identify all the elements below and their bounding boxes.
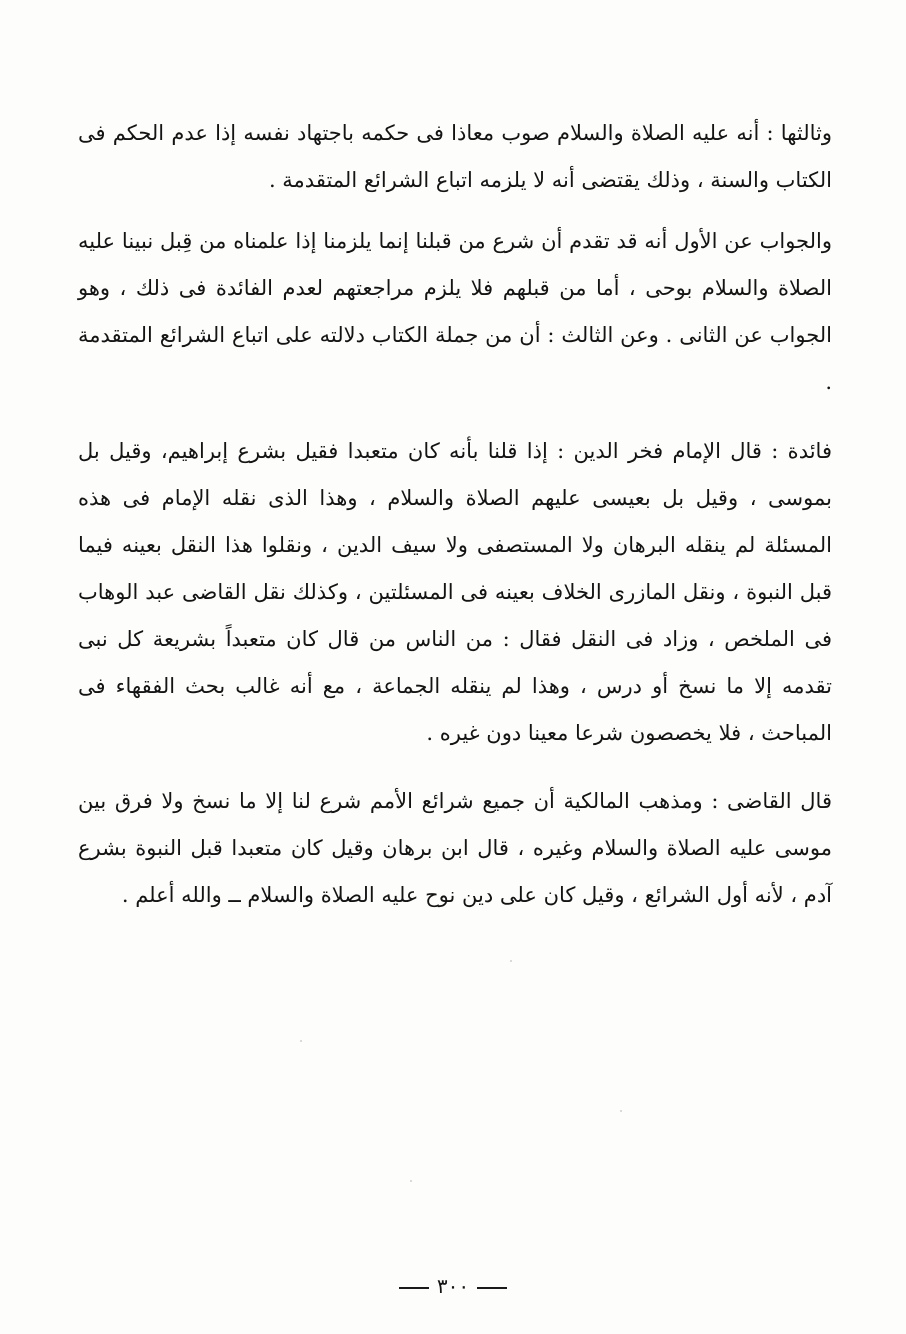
paragraph-1: وثالثها : أنه عليه الصلاة والسلام صوب معاذا فى حكمه باجتهاد نفسه إذا عدم الحكم فى الكتاب والسنة ، وذلك يقتضى أنه لا يلزمه اتباع الشرائع المتقدمة . (78, 121, 832, 192)
scan-speck (510, 960, 512, 962)
scan-speck (410, 1180, 412, 1182)
right-dash (399, 1287, 429, 1289)
page-number: ٣٠٠ (436, 1274, 470, 1298)
scan-speck (300, 1040, 302, 1042)
paragraph-3: فائدة : قال الإمام فخر الدين : إذا قلنا بأنه كان متعبدا فقيل بشرع إبراهيم، وقيل بل بموسى ، وقيل بل بعيسى عليهم الصلاة والسلام ، وهذا الذى نقله الإمام فى هذه المسئلة لم ينقله البرهان ولا المستصفى ولا سيف الدين ، ونقلوا هذا النقل بعينه فيما قبل النبوة ، ونقل المازرى الخلاف بعينه فى المسئلتين ، وكذلك نقل القاضى عبد الوهاب فى الملخص ، وزاد فى النقل فقال : من الناس من قال كان متعبداً بشريعة كل نبى تقدمه إلا ما نسخ أو درس ، وهذا لم ينقله الجماعة ، مع أنه غالب بحث الفقهاء فى المباحث ، فلا يخصصون شرعا معينا دون غيره . (78, 439, 832, 745)
left-dash (477, 1287, 507, 1289)
page-number-footer (0, 1274, 906, 1298)
paragraph-2: والجواب عن الأول أنه قد تقدم أن شرع من قبلنا إنما يلزمنا إذا علمناه من قِبل نبينا عليه الصلاة والسلام بوحى ، أما من قبلهم فلا يلزم مراجعتهم لعدم الفائدة فى ذلك ، وهو الجواب عن الثانى . وعن الثالث : أن من جملة الكتاب دلالته على اتباع الشرائع المتقدمة . (78, 229, 832, 394)
scan-speck (620, 1110, 622, 1112)
paragraph-4: قال القاضى : ومذهب المالكية أن جميع شرائع الأمم شرع لنا إلا ما نسخ ولا فرق بين موسى عليه الصلاة والسلام وغيره ، قال ابن برهان وقيل كان متعبدا قبل النبوة بشرع آدم ، لأنه أول الشرائع ، وقيل كان على دين نوح عليه الصلاة والسلام ــ والله أعلم . (78, 789, 832, 907)
